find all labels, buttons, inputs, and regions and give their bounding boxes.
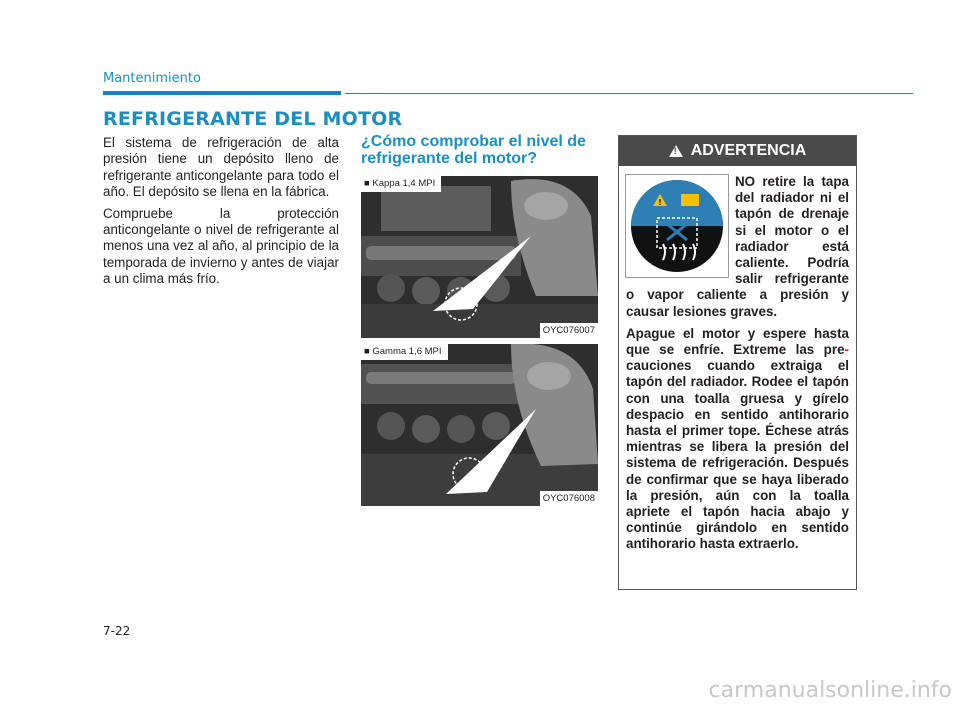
figure-2-code: OYC076008 <box>540 491 598 506</box>
figure-2-tag: ■ Gamma 1,6 MPI <box>361 344 448 360</box>
warning-paragraph-2 <box>626 326 849 553</box>
engine-illustration <box>361 344 598 506</box>
svg-text:!: ! <box>658 198 662 207</box>
radiator-hazard-icon <box>625 174 729 278</box>
warning-triangle-icon <box>669 145 683 157</box>
figure-1-tag: ■ Kappa 1,4 MPI <box>361 176 441 192</box>
engine-photo-kappa <box>361 176 598 338</box>
watermark: carmanualsonline.info <box>708 678 952 703</box>
engine-illustration <box>361 176 598 338</box>
warning-body <box>619 166 856 553</box>
intro-paragraph-1: El sistema de refrigeración de alta presión tiene un depósito lleno de refrigerante anticongelante para todo el año. El depósito se llena en la fábrica. <box>103 135 339 200</box>
warning-p2-part1: Apague el motor y espere hasta que se enfríe. Extreme las pre <box>626 325 849 358</box>
warning-paragraph-1: NO retire la tapa del radiador ni el tapón de drenaje si el motor o el radiador está caliente. Podría salir refrigerante o vapor caliente a presión y causar lesiones graves. <box>626 174 849 319</box>
intro-paragraph-2: Compruebe la protección anticongelante o nivel de refrigerante al menos una vez al año, al principio de la temporada de invierno y antes de viajar a un clima más frío. <box>103 205 339 287</box>
warning-p2-hyphen: - <box>844 342 849 358</box>
page-title: REFRIGERANTE DEL MOTOR <box>103 108 403 130</box>
figure-1-code: OYC076007 <box>540 323 598 338</box>
page-number: 7-22 <box>103 624 131 638</box>
warning-box <box>618 135 857 590</box>
header-rule-thick <box>103 91 341 95</box>
intro-text <box>103 135 339 293</box>
warning-header <box>619 136 856 166</box>
section-label: Mantenimiento <box>103 71 201 86</box>
engine-photo-gamma <box>361 344 598 506</box>
warning-heading: ADVERTENCIA <box>690 142 807 159</box>
subsection-title: ¿Cómo comprobar el nivel de refrigerante del motor? <box>361 133 586 167</box>
header-rule-thin <box>345 93 913 94</box>
warning-p2-part2: cauciones cuando extraiga el tapón del radiador. Rodee el tapón con una toalla gruesa y gírelo despacio en sentido antihorario hasta el primer tope. Échese atrás mientras se libera la presión del sistema de refrigeración. Después de confirmar que se haya liberado la presión, aún con la toalla apriete el tapón hacia abajo y continúe girándolo en sentido antihorario hasta extraerlo. <box>626 358 849 552</box>
